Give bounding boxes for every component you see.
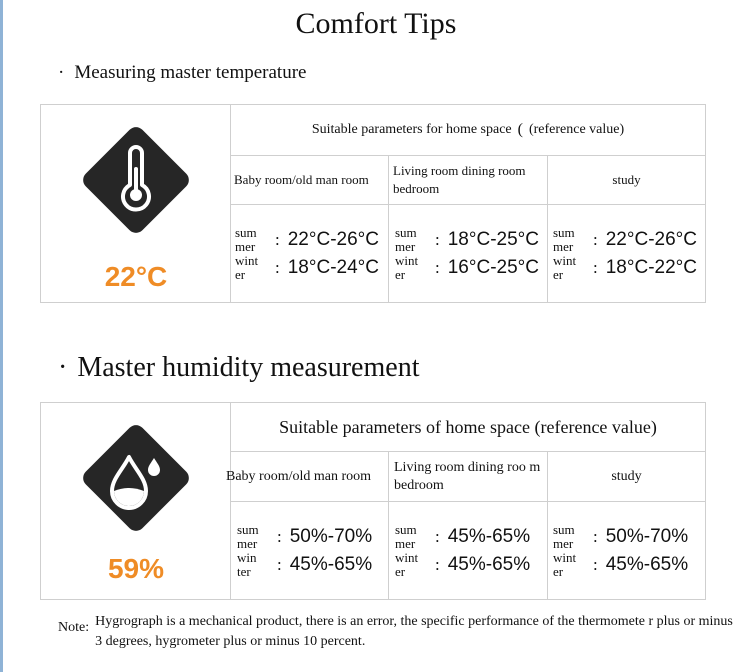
winter-range: 16°C-25°C (447, 256, 539, 278)
page-title: Comfort Tips (295, 7, 457, 40)
temperature-reading: 22°C (104, 261, 168, 292)
summer-range: 18°C-25°C (447, 228, 539, 250)
humidity-section-heading (58, 352, 419, 384)
temperature-section-heading (58, 62, 306, 84)
water-drop-icon (79, 421, 193, 535)
humidity-range-baby-room (231, 502, 388, 599)
summer-row: sum mer : 22°C-26°C (553, 224, 697, 254)
winter-row: wint er : 16°C-25°C (395, 252, 539, 282)
humidity-table (226, 403, 705, 599)
thermometer-glyph (79, 123, 193, 237)
winter-row: wint er : 45%-65% (553, 549, 689, 579)
summer-row: sum mer : 18°C-25°C (395, 224, 539, 254)
winter-row: wint er : 18°C-24°C (235, 252, 379, 282)
temperature-table-header: Suitable parameters for home space ( (reference value) (311, 121, 625, 138)
humidity-range-living-room (389, 502, 547, 599)
note-text: Hygrograph is a mechanical product, there is an error, the specific performance of the thermomete r plus or minus 3 degrees, hygrometer plus or minus 10 percent. (95, 614, 733, 649)
disclaimer-note (58, 612, 738, 652)
winter-range: 18°C-22°C (605, 256, 697, 278)
winter-range: 45%-65% (289, 553, 373, 575)
winter-range: 45%-65% (447, 553, 531, 575)
thermometer-icon (79, 123, 193, 237)
note-label: Note: (58, 620, 90, 635)
humidity-reading: 59% (107, 553, 165, 584)
temperature-table (231, 105, 705, 302)
column-header-study: study (611, 468, 642, 484)
summer-range: 22°C-26°C (605, 228, 697, 250)
humidity-heading-text: Master humidity measurement (77, 352, 420, 383)
summer-row: sum mer : 22°C-26°C (235, 224, 379, 254)
bracket-mark: ( (517, 121, 523, 138)
summer-row: sum mer : 45%-65% (395, 521, 531, 551)
winter-row: win ter : 45%-65% (237, 549, 373, 579)
water-drop-glyph (79, 421, 193, 535)
temperature-range-study (548, 205, 705, 302)
bullet: · (58, 352, 68, 383)
page-left-edge (0, 0, 3, 672)
humidity-table-header: Suitable parameters of home space (reference value) (279, 416, 657, 437)
humidity-card (40, 402, 706, 600)
winter-range: 45%-65% (605, 553, 689, 575)
winter-row: wint er : 45%-65% (395, 549, 531, 579)
temperature-range-baby-room (231, 205, 388, 302)
temperature-card (40, 104, 706, 303)
winter-row: wint er : 18°C-22°C (553, 252, 697, 282)
humidity-range-study (548, 502, 705, 599)
column-header-baby-room: Baby room/old man room (226, 468, 372, 484)
summer-row: sum mer : 50%-70% (237, 521, 373, 551)
temperature-range-living-room (389, 205, 547, 302)
bullet: · (58, 62, 65, 83)
column-header-study: study (612, 172, 641, 187)
column-header-living-room: Living room dining room bedroom (393, 163, 526, 196)
temperature-icon-cell (41, 105, 231, 302)
temperature-heading-text: Measuring master temperature (74, 62, 307, 83)
winter-range: 18°C-24°C (287, 256, 379, 278)
column-header-baby-room: Baby room/old man room (234, 172, 369, 187)
column-header-living-room: Living room dining roo m bedroom (394, 459, 541, 493)
humidity-icon-cell (41, 403, 231, 599)
summer-range: 50%-70% (289, 525, 373, 547)
summer-range: 50%-70% (605, 525, 689, 547)
summer-row: sum mer : 50%-70% (553, 521, 689, 551)
summer-range: 22°C-26°C (287, 228, 379, 250)
summer-range: 45%-65% (447, 525, 531, 547)
